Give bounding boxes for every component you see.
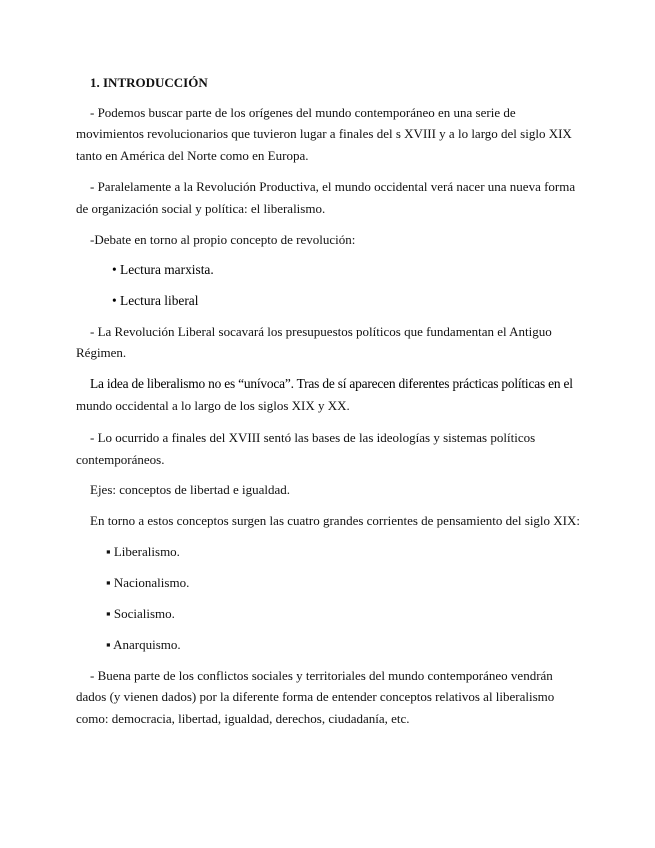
paragraph-line: mundo occidental a lo largo de los siglos XIX y XX.: [76, 398, 350, 413]
paragraph-line: movimientos revolucionarios que tuvieron lugar a finales del s XVIII y a lo largo del siglo XIX: [76, 126, 572, 141]
paragraph-line: de organización social y política: el liberalismo.: [76, 201, 326, 216]
paragraph-line: Régimen.: [76, 345, 127, 360]
paragraph-line: - Buena parte de los conflictos sociales y territoriales del mundo contemporáneo vendrán: [90, 668, 553, 683]
section-title: 1. INTRODUCCIÓN: [90, 75, 208, 90]
paragraph-line: - La Revolución Liberal socavará los presupuestos políticos que fundamentan el Antiguo: [90, 324, 552, 339]
paragraph-line: -Debate en torno al propio concepto de revolución:: [90, 232, 356, 247]
paragraph-line: tanto en América del Norte como en Europa.: [76, 148, 309, 163]
paragraph-line: - Paralelamente a la Revolución Productiva, el mundo occidental verá nacer una nueva forma: [90, 179, 576, 194]
paragraph-line: Ejes: conceptos de libertad e igualdad.: [90, 482, 290, 497]
list-item: • Lectura liberal: [112, 293, 199, 308]
paragraph-line: La idea de liberalismo no es “unívoca”. Tras de sí aparecen diferentes prácticas políticas en el: [90, 376, 573, 391]
paragraph-line: como: democracia, libertad, igualdad, derechos, ciudadanía, etc.: [76, 711, 410, 726]
paragraph-line: contemporáneos.: [76, 452, 165, 467]
list-item: ▪ Nacionalismo.: [106, 575, 190, 590]
list-item: ▪ Liberalismo.: [106, 544, 180, 559]
list-item: • Lectura marxista.: [112, 262, 214, 277]
paragraph-line: dados (y vienen dados) por la diferente forma de entender conceptos relativos al liberalismo: [76, 689, 555, 704]
paragraph-line: - Podemos buscar parte de los orígenes del mundo contemporáneo en una serie de: [90, 105, 516, 120]
paragraph-line: - Lo ocurrido a finales del XVIII sentó las bases de las ideologías y sistemas políticos: [90, 430, 536, 445]
paragraph-line: En torno a estos conceptos surgen las cuatro grandes corrientes de pensamiento del siglo XIX:: [90, 513, 581, 528]
list-item: ▪ Anarquismo.: [106, 637, 181, 652]
list-item: ▪ Socialismo.: [106, 606, 175, 621]
